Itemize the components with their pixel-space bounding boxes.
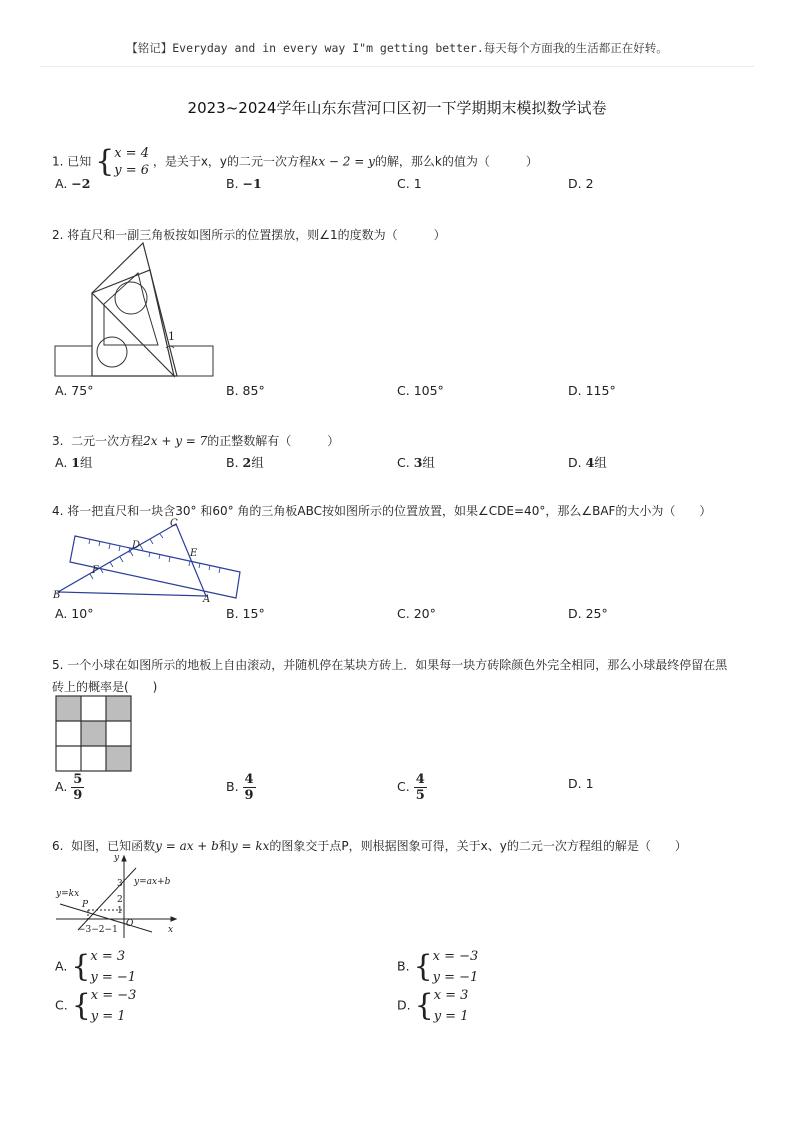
q6-option-b[interactable]: B. { x = −3 y = −1 [397,949,479,985]
q2-option-d[interactable]: D. 115° [568,383,616,398]
question-5-line-1: 5. 一个小球在如图所示的地板上自由滚动，并随机停在某块方砖上．如果每一块方砖除颜色外完全相同，那么小球最终停留在黑 [52,658,728,672]
label-f: F [92,565,99,576]
label-a: A [203,594,211,605]
tick-2: 2 [117,895,123,905]
q2-option-a[interactable]: A. 75° [55,383,94,398]
label-e: E [190,548,198,559]
q3-option-c[interactable]: C. 3组 [397,455,435,470]
q6-function-2: y = kx [230,839,270,853]
q1-option-c[interactable]: C. 1 [397,176,422,191]
question-1 [52,145,538,179]
q6-function-1: y = ax + b [155,839,219,853]
label-y-ax-b: y=ax+b [134,877,171,887]
label-b: B [53,590,61,601]
header-divider [40,66,754,67]
black-tile [106,696,131,721]
q2-figure-ruler-triangles [50,240,220,380]
q5-option-a[interactable]: A. $\frac{5}{9}$ [55,772,83,803]
q5-figure-tile-grid [55,695,133,773]
q1-sys-row: x = 4 [114,146,149,161]
q4-option-c[interactable]: C. 20° [397,606,436,621]
q3-option-b[interactable]: B. 2组 [226,455,264,470]
q3-option-a[interactable]: A. 1组 [55,455,93,470]
ruler-ticks [89,539,220,573]
triangle-ticks [90,534,163,579]
q3-equation: 2x + y = 7 [143,434,208,448]
black-tile [81,721,106,746]
question-5-line-2: 砖上的概率是( ) [52,680,158,694]
label-d: D [132,540,141,551]
q4-option-b[interactable]: B. 15° [226,606,265,621]
q1-number: 1. [52,154,64,169]
q5-option-b[interactable]: B. $\frac{4}{9}$ [226,772,254,803]
q5-option-d[interactable]: D. 1 [568,776,594,791]
point-p-label: P [82,900,89,910]
black-tile [106,746,131,771]
q6-figure-function-graph [52,852,182,940]
q1-option-d[interactable]: D. 2 [568,176,594,191]
axis-label-x: x [168,925,174,935]
origin-label: O [126,919,134,929]
question-3: 3. 二元一次方程2x + y = 7的正整数解有（ ） [52,434,340,448]
q4-figure-ruler-triangle [50,516,250,606]
q6-option-c[interactable]: C. { x = −3 y = 1 [55,988,137,1024]
q1-sys-row: y = 6 [114,163,149,178]
triangle-30-60 [92,243,177,376]
q6-option-d[interactable]: D. { x = 3 y = 1 [397,988,469,1024]
q1-brace: { [95,144,115,179]
angle-1-label: 1 [168,330,175,343]
tick-3: 3 [117,879,123,889]
q2-option-c[interactable]: C. 105° [397,383,444,398]
q4-option-a[interactable]: A. 10° [55,606,94,621]
q4-option-d[interactable]: D. 25° [568,606,608,621]
label-c: C [170,518,178,529]
q1-system [114,145,149,179]
q1-pre: 已知 [67,154,92,169]
question-6: 6. 如图，已知函数y = ax + b和y = kx的图象交于点P，则根据图象可得，关于x、y的二元一次方程组的解是（ ） [52,839,687,853]
axis-label-y: y [114,853,120,863]
question-4: 4. 将一把直尺和一块含30° 和60° 角的三角板ABC按如图所示的位置放置，如果∠CDE=40°，那么∠BAF的大小为（ ） [52,504,712,518]
page-header-motto: 【铭记】Everyday and in every way I"m getting better.每天每个方面我的生活都正在好转。 [126,41,668,55]
label-y-kx: y=kx [56,889,80,899]
q1-option-a[interactable]: A. −2 [55,176,91,191]
question-2: 2. 将直尺和一副三角板按如图所示的位置摆放，则∠1的度数为（ ） [52,228,446,242]
q1-option-b[interactable]: B. −1 [226,176,262,191]
y-axis-arrow [122,856,126,861]
tick-1: 1 [117,906,123,916]
black-tile [56,696,81,721]
q6-option-a[interactable]: A. { x = 3 y = −1 [55,949,137,985]
q2-option-b[interactable]: B. 85° [226,383,265,398]
q3-option-d[interactable]: D. 4组 [568,455,607,470]
q1-mid2: 的解，那么k的值为（ ） [374,154,538,169]
x-axis-arrow [171,917,176,921]
q1-mid1: ，是关于x，y的二元一次方程 [152,154,312,169]
q5-option-c[interactable]: C. $\frac{4}{5}$ [397,772,425,803]
x-ticks: −3−2−1 [78,925,118,935]
page-title: 2023~2024学年山东东营河口区初一下学期期末模拟数学试卷 [187,99,607,117]
q1-equation: kx − 2 = y [311,154,375,169]
